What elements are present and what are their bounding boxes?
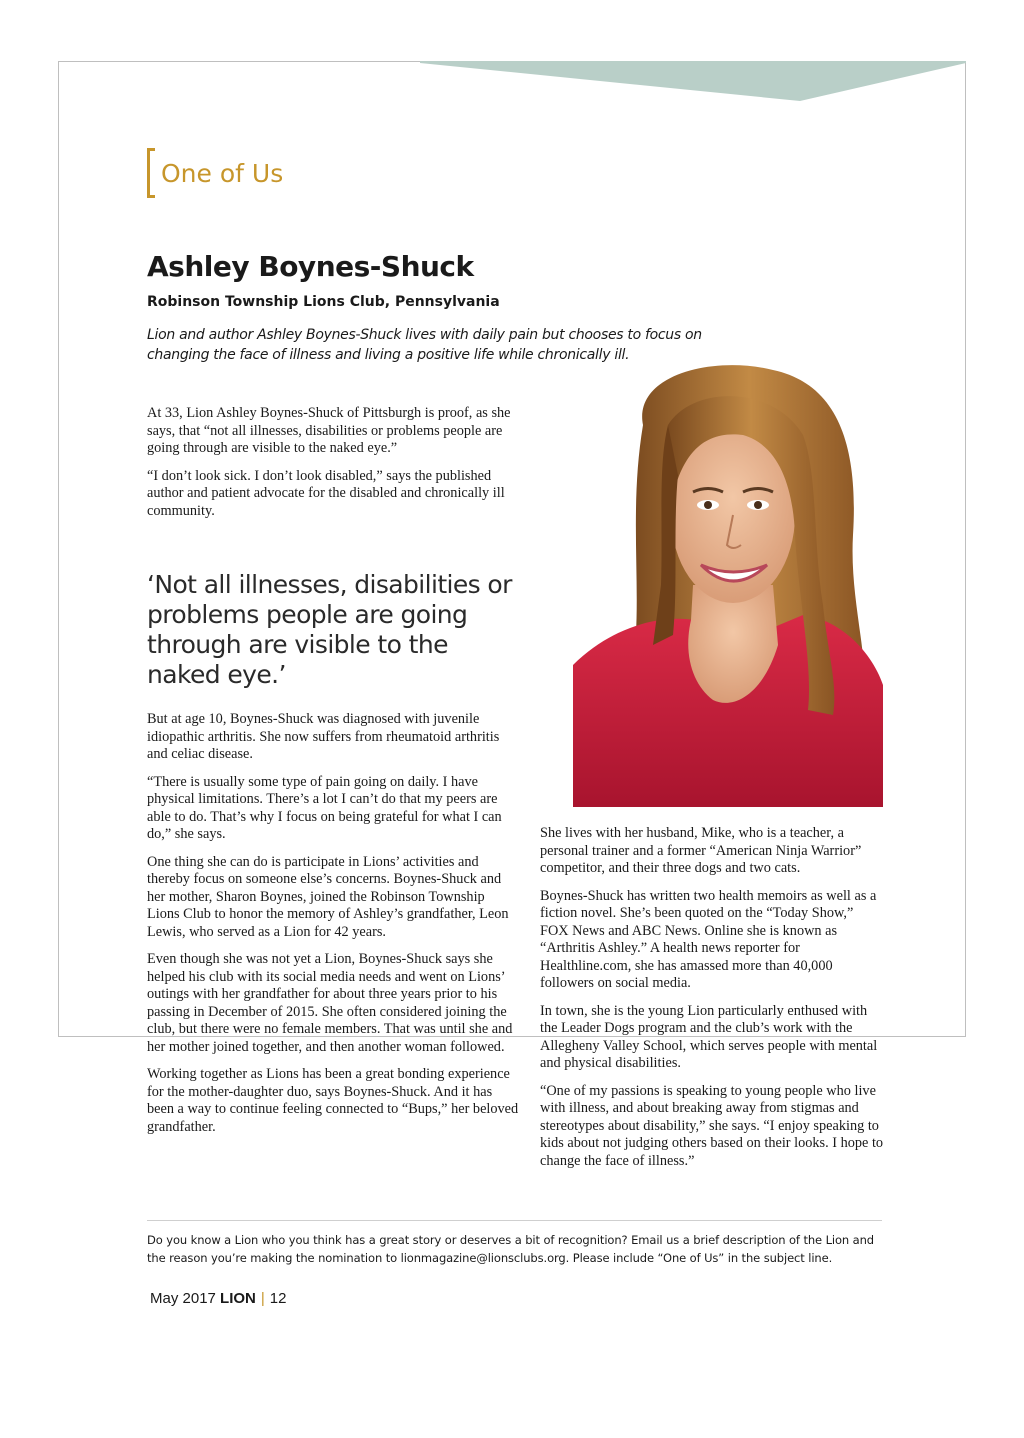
body-column-right bbox=[540, 825, 885, 1180]
bracket-icon bbox=[147, 148, 155, 198]
issue-date: May 2017 bbox=[150, 1290, 216, 1307]
pull-quote: ‘Not all illnesses, disabilities or problems people are going through are visible to the naked eye.’ bbox=[147, 570, 512, 689]
body-column-left-bottom bbox=[147, 711, 519, 1146]
divider bbox=[147, 1220, 882, 1221]
section-title: One of Us bbox=[161, 159, 284, 188]
page-number: 12 bbox=[269, 1290, 287, 1307]
club-name: Robinson Township Lions Club, Pennsylvania bbox=[147, 294, 500, 310]
paragraph: In town, she is the young Lion particularly enthused with the Leader Dogs program and the club’s work with the Allegheny Valley School, which serves people with mental and physical disabilities. bbox=[540, 1002, 878, 1071]
paragraph: One thing she can do is participate in Lions’ activities and thereby focus on someone else’s concerns. Boynes-Shuck and her mother, Sharon Boynes, joined the Robinson Township Lions Club to honor the memory of Ashley’s grandfather, Leon Lewis, who served as a Lion for 42 years. bbox=[147, 853, 509, 940]
magazine-name: LION bbox=[220, 1290, 256, 1307]
paragraph: Working together as Lions has been a great bonding experience for the mother-daughter duo, says Boynes-Shuck. And it has been a way to continue feeling connected to “Bups,” her beloved grandfather. bbox=[147, 1066, 519, 1135]
folio-separator: | bbox=[260, 1290, 265, 1307]
paragraph: “One of my passions is speaking to young people who live with illness, and about breaking away from stigmas and stereotypes about disability,” she says. “I enjoy speaking to kids about not judging others based on their looks. I hope to change the face of illness.” bbox=[540, 1082, 884, 1169]
deck: Lion and author Ashley Boynes-Shuck lives with daily pain but chooses to focus on changing the face of illness and living a positive life while chronically ill. bbox=[147, 327, 702, 363]
portrait-illustration bbox=[573, 365, 883, 807]
paragraph: She lives with her husband, Mike, who is a teacher, a personal trainer and a former “American Ninja Warrior” competitor, and their three dogs and two cats. bbox=[540, 825, 862, 876]
top-banner-shape bbox=[420, 61, 966, 101]
paragraph: Even though she was not yet a Lion, Boynes-Shuck says she helped his club with its social media needs and went on Lions’ outings with her grandfather for about three years prior to his passing in December of 2015. She often considered joining the club, but there were no female members. That was until she and her mother joined together, and then another woman followed. bbox=[147, 951, 513, 1055]
nomination-note: Do you know a Lion who you think has a great story or deserves a bit of recognition? Email us a brief description of the Lion and the reason you’re making the nomination to lionmagazine@lionsclubs.org. Please include “One of Us” in the subject line. bbox=[147, 1233, 874, 1265]
portrait-photo bbox=[573, 365, 883, 807]
folio bbox=[150, 1290, 286, 1307]
paragraph: “I don’t look sick. I don’t look disabled,” says the published author and patient advocate for the disabled and chronically ill community. bbox=[147, 467, 505, 519]
body-column-left-top bbox=[147, 405, 522, 530]
section-label bbox=[147, 146, 283, 198]
paragraph: “There is usually some type of pain going on daily. I have physical limitations. There’s a lot I can’t do that my peers are able to do. That’s why I focus on being grateful for what I can do,” she says. bbox=[147, 773, 502, 842]
headline: Ashley Boynes-Shuck bbox=[147, 250, 474, 283]
paragraph: Boynes-Shuck has written two health memoirs as well as a fiction novel. She’s been quoted on the “Today Show,” FOX News and ABC News. Online she is known as “Arthritis Ashley.” A health news reporter for Healthline.com, she has amassed more than 40,000 followers on social media. bbox=[540, 887, 877, 991]
paragraph: At 33, Lion Ashley Boynes-Shuck of Pittsburgh is proof, as she says, that “not all illnesses, disabilities or problems people are going through are visible to the naked eye.” bbox=[147, 405, 511, 456]
paragraph: But at age 10, Boynes-Shuck was diagnosed with juvenile idiopathic arthritis. She now suffers from rheumatoid arthritis and celiac disease. bbox=[147, 711, 500, 762]
